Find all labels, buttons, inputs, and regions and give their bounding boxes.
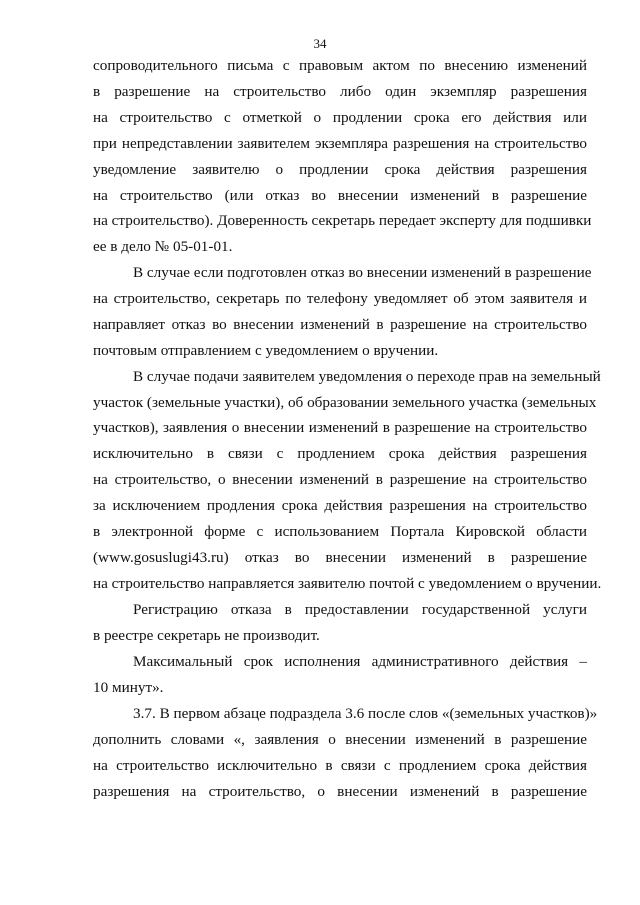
text-line: исключительно в связи с продлением срока действия разрешения [93,445,587,462]
text-line: 10 минут». [93,679,164,696]
text-line: В случае если подготовлен отказ во внесении изменений в разрешение [133,264,592,281]
text-line: участков), заявления о внесении изменений в разрешение на строительство [93,419,587,436]
page-number: 34 [313,36,327,51]
text-line: на строительство, секретарь по телефону уведомляет об этом заявителя и [93,290,587,307]
text-line: при непредставлении заявителем экземпляра разрешения на строительство [93,135,587,152]
text-line: на строительство направляется заявителю почтой с уведомлением о вручении. [93,575,602,592]
text-line: Максимальный срок исполнения административного действия – [133,653,587,670]
text-line: сопроводительного письма с правовым актом по внесению изменений [93,57,587,74]
text-line: на строительство с отметкой о продлении срока его действия или [93,109,587,126]
text-line: в реестре секретарь не производит. [93,627,320,644]
text-line: В случае подачи заявителем уведомления о переходе прав на земельный [133,368,601,385]
text-line: Регистрацию отказа в предоставлении государственной услуги [133,601,587,618]
text-line: ее в дело № 05-01-01. [93,238,233,255]
text-line: на строительство, о внесении изменений в разрешение на строительство [93,471,587,488]
text-line: направляет отказ во внесении изменений в разрешение на строительство [93,316,587,333]
text-line: на строительство). Доверенность секретарь передает эксперту для подшивки [93,212,592,229]
text-line: разрешения на строительство, о внесении изменений в разрешение [93,783,587,800]
text-line: за исключением продления срока действия разрешения на строительство [93,497,587,514]
text-line: 3.7. В первом абзаце подраздела 3.6 после слов «(земельных участков)» [133,705,598,722]
text-line: почтовым отправлением с уведомлением о вручении. [93,342,439,359]
text-line: (www.gosuslugi43.ru) отказ во внесении изменений в разрешение [93,549,587,566]
text-line: в электронной форме с использованием Портала Кировской области [93,523,587,540]
text-line: на строительство (или отказ во внесении изменений в разрешение [93,187,587,204]
text-line: уведомление заявителю о продлении срока действия разрешения [93,161,587,178]
text-line: дополнить словами «, заявления о внесении изменений в разрешение [93,731,587,748]
text-line: на строительство исключительно в связи с продлением срока действия [93,757,587,774]
text-line: в разрешение на строительство либо один экземпляр разрешения [93,83,587,100]
text-line: участок (земельные участки), об образовании земельного участка (земельных [93,394,597,411]
